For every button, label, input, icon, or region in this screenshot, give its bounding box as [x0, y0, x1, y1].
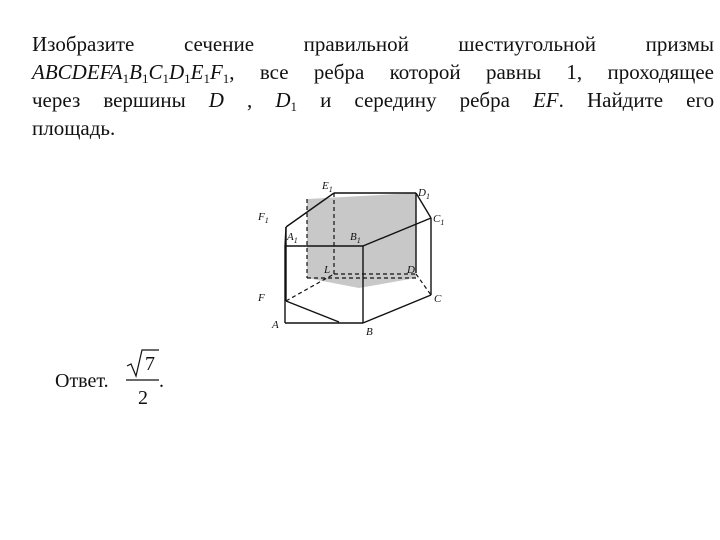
prism-vertex-d1: D — [168, 60, 185, 84]
problem-line-2 — [32, 58, 714, 86]
problem-text: . Найдите его — [558, 88, 715, 112]
answer-fraction — [125, 348, 175, 410]
label-c1: $C_1$ — [433, 213, 445, 227]
answer-period: . — [159, 370, 164, 392]
prism-figure — [250, 178, 460, 338]
subscript: 1 — [141, 71, 149, 86]
label-f: F — [258, 292, 265, 304]
edge-dc-hidden — [416, 274, 431, 295]
subscript: 1 — [184, 71, 191, 86]
problem-line-2-rest: , все ребра которой равны 1, проходящее — [229, 60, 714, 84]
prism-base-name: ABCDEF — [32, 60, 110, 84]
label-b: B — [366, 326, 373, 338]
edge-f1a1 — [285, 227, 286, 246]
label-d1: $D_1$ — [418, 187, 430, 201]
label-e1: $E_1$ — [322, 180, 333, 194]
comma: , — [247, 88, 253, 112]
prism-vertex-c1: C — [148, 60, 163, 84]
problem-text: через вершины — [32, 88, 186, 112]
edge-fa — [286, 301, 339, 322]
subscript: 1 — [222, 71, 230, 86]
radicand: 7 — [145, 353, 155, 375]
label-l: L — [324, 264, 331, 276]
subscript: 1 — [290, 99, 298, 114]
label-a: A — [272, 319, 279, 331]
vertex-d: D — [208, 88, 224, 112]
label-a1: $A_1$ — [287, 231, 298, 245]
label-c: C — [434, 293, 442, 305]
problem-line-3 — [32, 86, 714, 114]
label-b1: $B_1$ — [350, 231, 361, 245]
vertex-d1: D — [275, 88, 291, 112]
prism-vertex-f1: F — [209, 60, 223, 84]
problem-text: и середину ребра — [320, 88, 510, 112]
problem-line-4: площадь. — [32, 116, 116, 140]
denominator: 2 — [138, 387, 148, 409]
answer-label: Ответ. — [55, 370, 109, 392]
subscript: 1 — [203, 71, 210, 86]
problem-statement — [32, 30, 714, 142]
edge-bc — [363, 295, 431, 323]
subscript: 1 — [162, 71, 169, 86]
prism-vertex-b1: B — [129, 60, 142, 84]
label-d: D — [407, 264, 415, 276]
prism-vertex-e1: E — [190, 60, 204, 84]
problem-line-1: Изобразите сечение правильной шестиугольной призмы — [32, 32, 714, 56]
edge-ef: EF — [532, 88, 559, 112]
label-f1: $F_1$ — [258, 211, 269, 225]
subscript: 1 — [122, 71, 130, 86]
prism-vertex-a1: A — [109, 60, 123, 84]
